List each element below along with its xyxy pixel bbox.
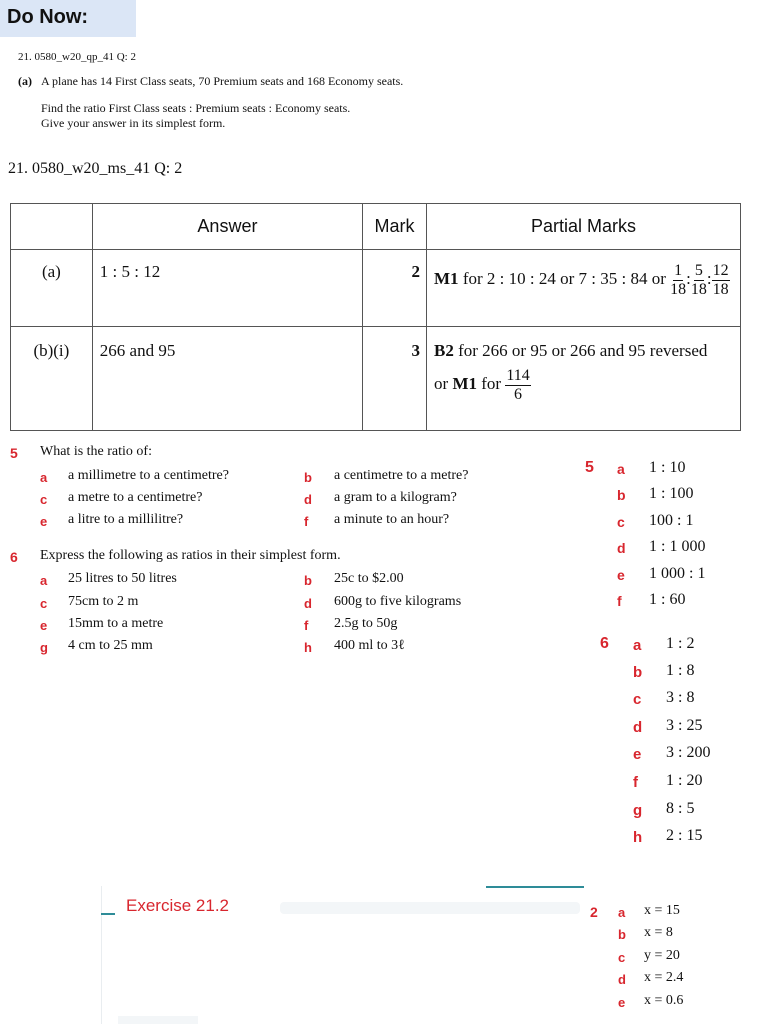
denominator: 18 [712,280,729,298]
q5-item: a metre to a centimetre? [68,490,203,505]
answer-value: x = 0.6 [644,993,684,1008]
q6-item: 25c to $2.00 [334,571,404,586]
answer-value: 1 : 1 000 [649,538,706,555]
option-letter: e [40,514,48,529]
denominator: 18 [670,280,687,298]
markscheme-ref: 21. 0580_w20_ms_41 Q: 2 [8,160,183,177]
method-mark-label: B2 [434,341,454,360]
q6-stem: Express the following as ratios in their simplest form. [40,548,341,563]
answer-letter: d [618,972,626,987]
ratio-separator: : [686,269,691,288]
question-instruction-2: Give your answer in its simplest form. [41,116,226,130]
table-row [11,327,741,431]
q6-number: 6 [10,549,18,565]
do-now-banner [0,0,136,37]
answer-letter: a [633,637,642,654]
option-letter: d [304,596,312,611]
denominator: 18 [690,280,707,298]
table-header-row [11,204,741,250]
answer-value: 3 : 200 [666,744,711,761]
q6-item: 25 litres to 50 litres [68,571,177,586]
q5-item: a centimetre to a metre? [334,468,469,483]
exercise-title: Exercise 21.2 [126,896,229,915]
header-cell-answer: Answer [92,204,362,250]
q6-item: 4 cm to 25 mm [68,638,153,653]
answer-value: 1 : 60 [649,591,686,608]
answer-letter: c [633,691,642,708]
answer-letter: d [633,719,643,736]
faded-text [118,1016,198,1024]
row-mark: 2 [363,250,427,327]
answer-value: x = 15 [644,903,680,918]
answer-letter: e [618,995,626,1010]
answer-value: x = 2.4 [644,970,684,985]
numerator: 114 [506,367,530,384]
answer-letter: h [633,829,643,846]
answer-value: y = 20 [644,948,680,963]
answer-letter: b [618,927,626,942]
answer-value: 1 : 20 [666,772,703,789]
fraction [670,262,686,298]
numerator: 5 [694,262,703,279]
partial-text: for 266 or 95 or 266 and 95 reversed [453,341,708,360]
question-statement: A plane has 14 First Class seats, 70 Premium seats and 168 Economy seats. [41,74,404,88]
answer-value: 1 000 : 1 [649,565,706,582]
partial-text: for 2 : 10 : 24 or 7 : 35 : 84 or [458,269,671,288]
teal-tick [101,913,115,915]
option-letter: c [40,492,48,507]
method-mark-label: M1 [434,269,459,288]
ratio-separator: : [706,269,712,288]
row-mark: 3 [363,327,427,431]
answer-ex2-number: 2 [590,904,598,920]
fraction [691,262,707,298]
option-letter: f [304,618,309,633]
header-cell-part [11,204,93,250]
q5-item: a litre to a millilitre? [68,512,184,527]
teal-rule [486,886,584,888]
row-answer: 1 : 5 : 12 [92,250,362,327]
answer-letter: a [618,905,626,920]
partial-text: for [476,374,506,393]
table-row [11,250,741,327]
answer-letter: e [633,746,642,763]
option-letter: c [40,596,48,611]
answer-value: 2 : 15 [666,827,703,844]
answer-value: 1 : 100 [649,485,694,502]
question-ref: 21. 0580_w20_qp_41 Q: 2 [18,51,136,63]
q5-item: a minute to an hour? [334,512,450,527]
answer-value: 100 : 1 [649,512,694,529]
partial-text: or [434,374,453,393]
answer-value: 3 : 8 [666,689,695,706]
do-now-title: Do Now: [7,6,89,28]
answer-value: 1 : 2 [666,635,695,652]
markscheme-table [10,203,741,431]
answer-letter: a [617,461,625,477]
answer-letter: f [633,774,638,791]
faded-text [280,902,580,914]
q5-number: 5 [10,445,18,461]
question-instruction-1: Find the ratio First Class seats : Premium seats : Economy seats. [41,101,351,115]
row-part: (b)(i) [11,327,93,431]
option-letter: h [304,640,312,655]
numerator: 12 [712,262,729,279]
q6-item: 75cm to 2 m [68,594,139,609]
q5-stem: What is the ratio of: [40,444,152,459]
q5-item: a millimetre to a centimetre? [68,468,229,483]
q6-item: 15mm to a metre [68,616,164,631]
option-letter: d [304,492,312,507]
option-letter: g [40,640,48,655]
answer-value: 1 : 10 [649,459,686,476]
question-part: (a) [18,74,32,88]
answer-letter: f [617,593,622,609]
answer6-number: 6 [600,635,609,652]
answer-letter: e [617,567,625,583]
option-letter: b [304,573,312,588]
option-letter: f [304,514,309,529]
answer-value: x = 8 [644,925,673,940]
answer-letter: b [617,487,626,503]
numerator: 1 [674,262,683,279]
answer-value: 1 : 8 [666,662,695,679]
option-letter: a [40,470,48,485]
q5-item: a gram to a kilogram? [334,490,457,505]
row-partial-marks [427,250,741,327]
answer-letter: g [633,802,643,819]
row-answer: 266 and 95 [92,327,362,431]
answer-letter: c [617,514,625,530]
answer-letter: b [633,664,643,681]
method-mark-label: M1 [452,374,477,393]
fraction [712,262,730,298]
header-cell-mark: Mark [363,204,427,250]
q6-item: 600g to five kilograms [334,594,462,609]
answer-letter: c [618,950,626,965]
exercise-border [101,886,102,1024]
header-cell-partial-marks: Partial Marks [427,204,741,250]
q6-item: 400 ml to 3ℓ [334,638,405,653]
option-letter: a [40,573,48,588]
answer-value: 3 : 25 [666,717,703,734]
q6-item: 2.5g to 50g [334,616,398,631]
option-letter: b [304,470,312,485]
answer-letter: d [617,540,626,556]
fraction [505,367,530,403]
answer5-number: 5 [585,459,594,476]
row-part: (a) [11,250,93,327]
option-letter: e [40,618,48,633]
denominator: 6 [514,385,523,403]
answer-value: 8 : 5 [666,800,695,817]
row-partial-marks [427,327,741,431]
